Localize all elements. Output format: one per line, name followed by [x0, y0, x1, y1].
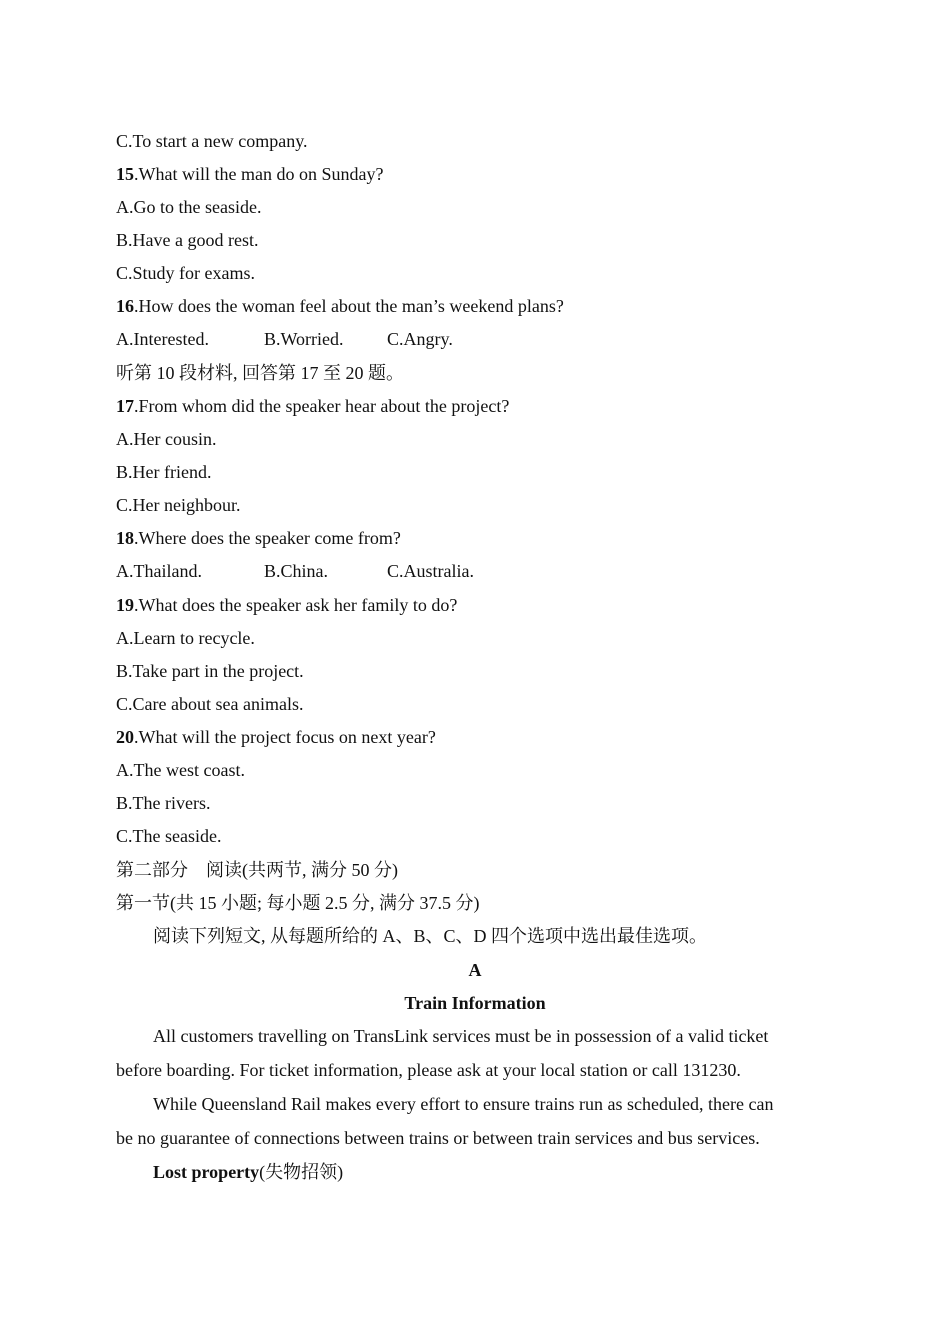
question-number: 19	[116, 595, 134, 615]
q20-option-a: A.The west coast.	[116, 760, 245, 780]
question-number: 20	[116, 727, 134, 747]
question-number: 15	[116, 164, 134, 184]
lost-property-label: Lost property	[153, 1162, 260, 1182]
question-text: .What will the man do on Sunday?	[134, 164, 384, 184]
question-20	[116, 725, 436, 749]
q16-option-c: C.Angry.	[387, 329, 453, 349]
part-two-label: 第二部分	[116, 860, 188, 880]
question-text: .How does the woman feel about the man’s weekend plans?	[134, 296, 564, 316]
question-text: .Where does the speaker come from?	[134, 528, 401, 548]
question-17	[116, 394, 509, 418]
q19-option-a: A.Learn to recycle.	[116, 628, 255, 648]
paragraph-2-line-1: While Queensland Rail makes every effort to ensure trains run as scheduled, there can	[153, 1094, 774, 1114]
part-two-description: 阅读(共两节, 满分 50 分)	[206, 860, 398, 880]
question-text: .What does the speaker ask her family to do?	[134, 595, 458, 615]
q14-option-c: C.To start a new company.	[116, 131, 308, 151]
q19-option-c: C.Care about sea animals.	[116, 694, 304, 714]
q15-option-b: B.Have a good rest.	[116, 230, 259, 250]
q16-option-b: B.Worried.	[264, 329, 344, 349]
q15-option-a: A.Go to the seaside.	[116, 197, 262, 217]
question-18	[116, 526, 401, 550]
section-one-heading	[116, 891, 480, 915]
part-two-heading	[116, 858, 398, 882]
section-one-label: 第一节	[116, 893, 170, 913]
q17-option-c: C.Her neighbour.	[116, 495, 241, 515]
question-number: 18	[116, 528, 134, 548]
question-text: .From whom did the speaker hear about the project?	[134, 396, 510, 416]
q18-option-c: C.Australia.	[387, 561, 474, 581]
q16-option-a: A.Interested.	[116, 329, 209, 349]
reading-instruction: 阅读下列短文, 从每题所给的 A、B、C、D 四个选项中选出最佳选项。	[153, 926, 708, 946]
question-15	[116, 162, 383, 186]
paragraph-2-line-2: be no guarantee of connections between trains or between train services and bus services.	[116, 1128, 760, 1148]
passage-title: Train Information	[404, 993, 546, 1013]
q17-option-b: B.Her friend.	[116, 462, 212, 482]
q18-options-row	[116, 559, 474, 583]
section-10-instruction: 听第 10 段材料, 回答第 17 至 20 题。	[116, 363, 404, 383]
q19-option-b: B.Take part in the project.	[116, 661, 304, 681]
q15-option-c: C.Study for exams.	[116, 263, 255, 283]
section-one-description: (共 15 小题; 每小题 2.5 分, 满分 37.5 分)	[170, 893, 480, 913]
question-16	[116, 294, 564, 318]
q17-option-a: A.Her cousin.	[116, 429, 217, 449]
question-number: 17	[116, 396, 134, 416]
q18-option-b: B.China.	[264, 561, 329, 581]
paragraph-1-line-1: All customers travelling on TransLink services must be in possession of a valid ticket	[153, 1026, 769, 1046]
q20-option-c: C.The seaside.	[116, 826, 222, 846]
question-text: .What will the project focus on next year?	[134, 727, 436, 747]
question-19	[116, 593, 457, 617]
q18-option-a: A.Thailand.	[116, 561, 202, 581]
lost-property-note: (失物招领)	[259, 1162, 344, 1182]
question-number: 16	[116, 296, 134, 316]
q20-option-b: B.The rivers.	[116, 793, 211, 813]
lost-property-heading	[153, 1160, 343, 1184]
paragraph-1-line-2: before boarding. For ticket information, please ask at your local station or call 131230.	[116, 1060, 741, 1080]
q16-options-row	[116, 327, 453, 351]
passage-letter: A	[468, 960, 482, 980]
